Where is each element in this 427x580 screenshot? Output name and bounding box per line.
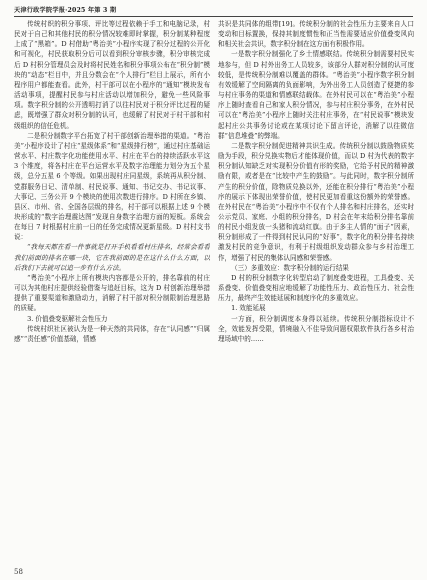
- paragraph: 二是数字积分制促进精神共识生成。传统积分制以鼓励物质奖励为手段，积分兑换实物后才能体现价值，而以 D 村为代表的数字积分制认知缺乏对实现积分价值有形的奖励，它给予村民的精神激励有限，或者是在“比较中产生的鼓励”。与此同时，数字积分制所产生的积分价值，除物质兑换以外，还能在积分排行“粤治美”小程序的展示下体现出荣誉价值，使村民更加看重这份额外的荣誉感。在外村民在“粤治美”小程序中不仅有个人排名和村庄排名，还实时公示党员、家庭、小组的积分排名，D 村会在年末给积分排名靠前的村民小组发放一头猪和流动红旗。由于多主人情的“面子”因素，积分制形成了一件得到村民认同的“好事”，数字化的积分排名持续激发村民的竞争意识，有利于村级组织发动群众参与乡村治理工作，增强了村民的集体认同感和荣誉感。: [218, 141, 414, 262]
- paragraph: 一是数字积分制强化了乡土情感联结。传统积分制需要村民实地参与，但 D 村外出务工人员较多，该部分人群对积分制的认可度较低，是传统积分制难以覆盖的群体。“粤治美”小程序数字积分制有效缓解了空间隔离的负面影响，为外出务工人员创造了便捷的参与村庄事务的渠道和情感联结载体。在外村民可以在“粤治美”小程序上随时查看自己和家人积分情况，参与村庄积分事务，在外村民可以在“粤治美”小程序上随时关注村庄事务，在“村民说事”模块发起村庄公共事务讨论或在某项讨论下留言评论，消解了以往微信群“信息堆叠”的弊端。: [218, 50, 414, 140]
- paragraph: 共识是共同体的组带[19]。传统积分制的社会性压力主要来自人口变动和目标置换，保持其制度惯性和正当性需要适应价值叠变风向和相关社会共识，数字积分制在这方面有积极作用。: [218, 20, 414, 49]
- paragraph: 传统村织的积分事项、评比等过程依赖于手工和电脑记录，村民对于自己和其他村民的积分情况较难即时掌握，积分制某种程度上成了“黑箱”。D 村借助“粤治美”小程序实现了积分过程的公开化和可视化，村民获取积分后可以看到积分审核步骤，积分审核完成后 D 村积分管理员会及时将村民姓名和积分事项公布在“积分制”模块的“动态”栏目中，并且分数会在“个人排行”栏目上展示，所有小程序用户都能查看。此外，村干部可以在小程序的“通知”模块发布活动事项，提醒村民参与村庄活动以增加积分，避免一些风险事项。数字积分制的公开透明打消了以往村民对于积分评比过程的疑虑，既增强了群众对积分制的认可，也缓解了村民对于村干部和村级组织的信任危机。: [14, 20, 210, 130]
- interview-quote: “我每天都在看一件事就是打开手机看看村庄排名，经常会看看我们前面的排名在哪一块，它在我前面的是在这什么什么方面，以后我们下去就可以追一步有什么方法。: [14, 243, 210, 272]
- right-column: [218, 19, 414, 567]
- section-heading: （三）多重效应：数字积分制的运行结果: [231, 263, 349, 272]
- left-column: [14, 19, 210, 567]
- running-header: 天津行政学院学报·2025 年第 3 期: [14, 5, 413, 17]
- page-number: 58: [14, 568, 23, 576]
- section-heading: 3. 价值叠变驱解社会性压力: [27, 314, 108, 323]
- paragraph: 二是积分制数字平台拓宽了村干部创新治理举措的渠道。“粤治美”小程序设计了村庄“星级体系”和“星级排行榜”，通过村庄基础运营水平、村庄数字化功能使用水平、村庄在平台的持续活跃水平这 3 个维度，将各村庄在平台运营水平及数字治理能力划分为五个星级，总分五星 6 个等级。如果出现村庄同星级，系统再从积分制、党群服务日记、清单制、村民说事、通知、书记交办、书记议事、大事记、三务公开 9 个模块的使用次数进行排序。D 村所在乡镇、县区、市州、省、全国各层级的排名，村干部可以根据上述 9 个模块形成的“数字治理震达图”发现自身数字治理方面的短板。系统会在每日 7 时根据村庄前一日的任务完成情况更新星级。D 村村支书说：: [14, 131, 210, 242]
- paragraph: 一方面，积分制调度本身得以延续。传统积分制指标设计不全，效能发挥受限，情境融入不佳导致问题权限软件执行各乡村治理场域中的……: [218, 314, 414, 343]
- subsection-heading: 1. 效能延展: [231, 304, 266, 313]
- paragraph: D 村的积分制数字化转型启动了制度叠变进程，工具叠变、关系叠变、价值叠变相应地缓解了功能性压力、政治性压力、社会性压力，最终产生效能延展和制度序化的多重效应。: [218, 273, 414, 303]
- paragraph: 传统村织社区被认为是一种天然的共同体，存在“认同感”“归属感”“责任感”价值基础，情感: [14, 324, 210, 343]
- paragraph: “粤治美”小程序上所有模块内容都是公开的，排名靠前的村庄可以为其他村庄提供经验借鉴与追赶目标，这为 D 村创新治理举措提供了重要渠道和激励动力，消解了村干部对积分制限制治理思路的质疑。: [14, 273, 210, 313]
